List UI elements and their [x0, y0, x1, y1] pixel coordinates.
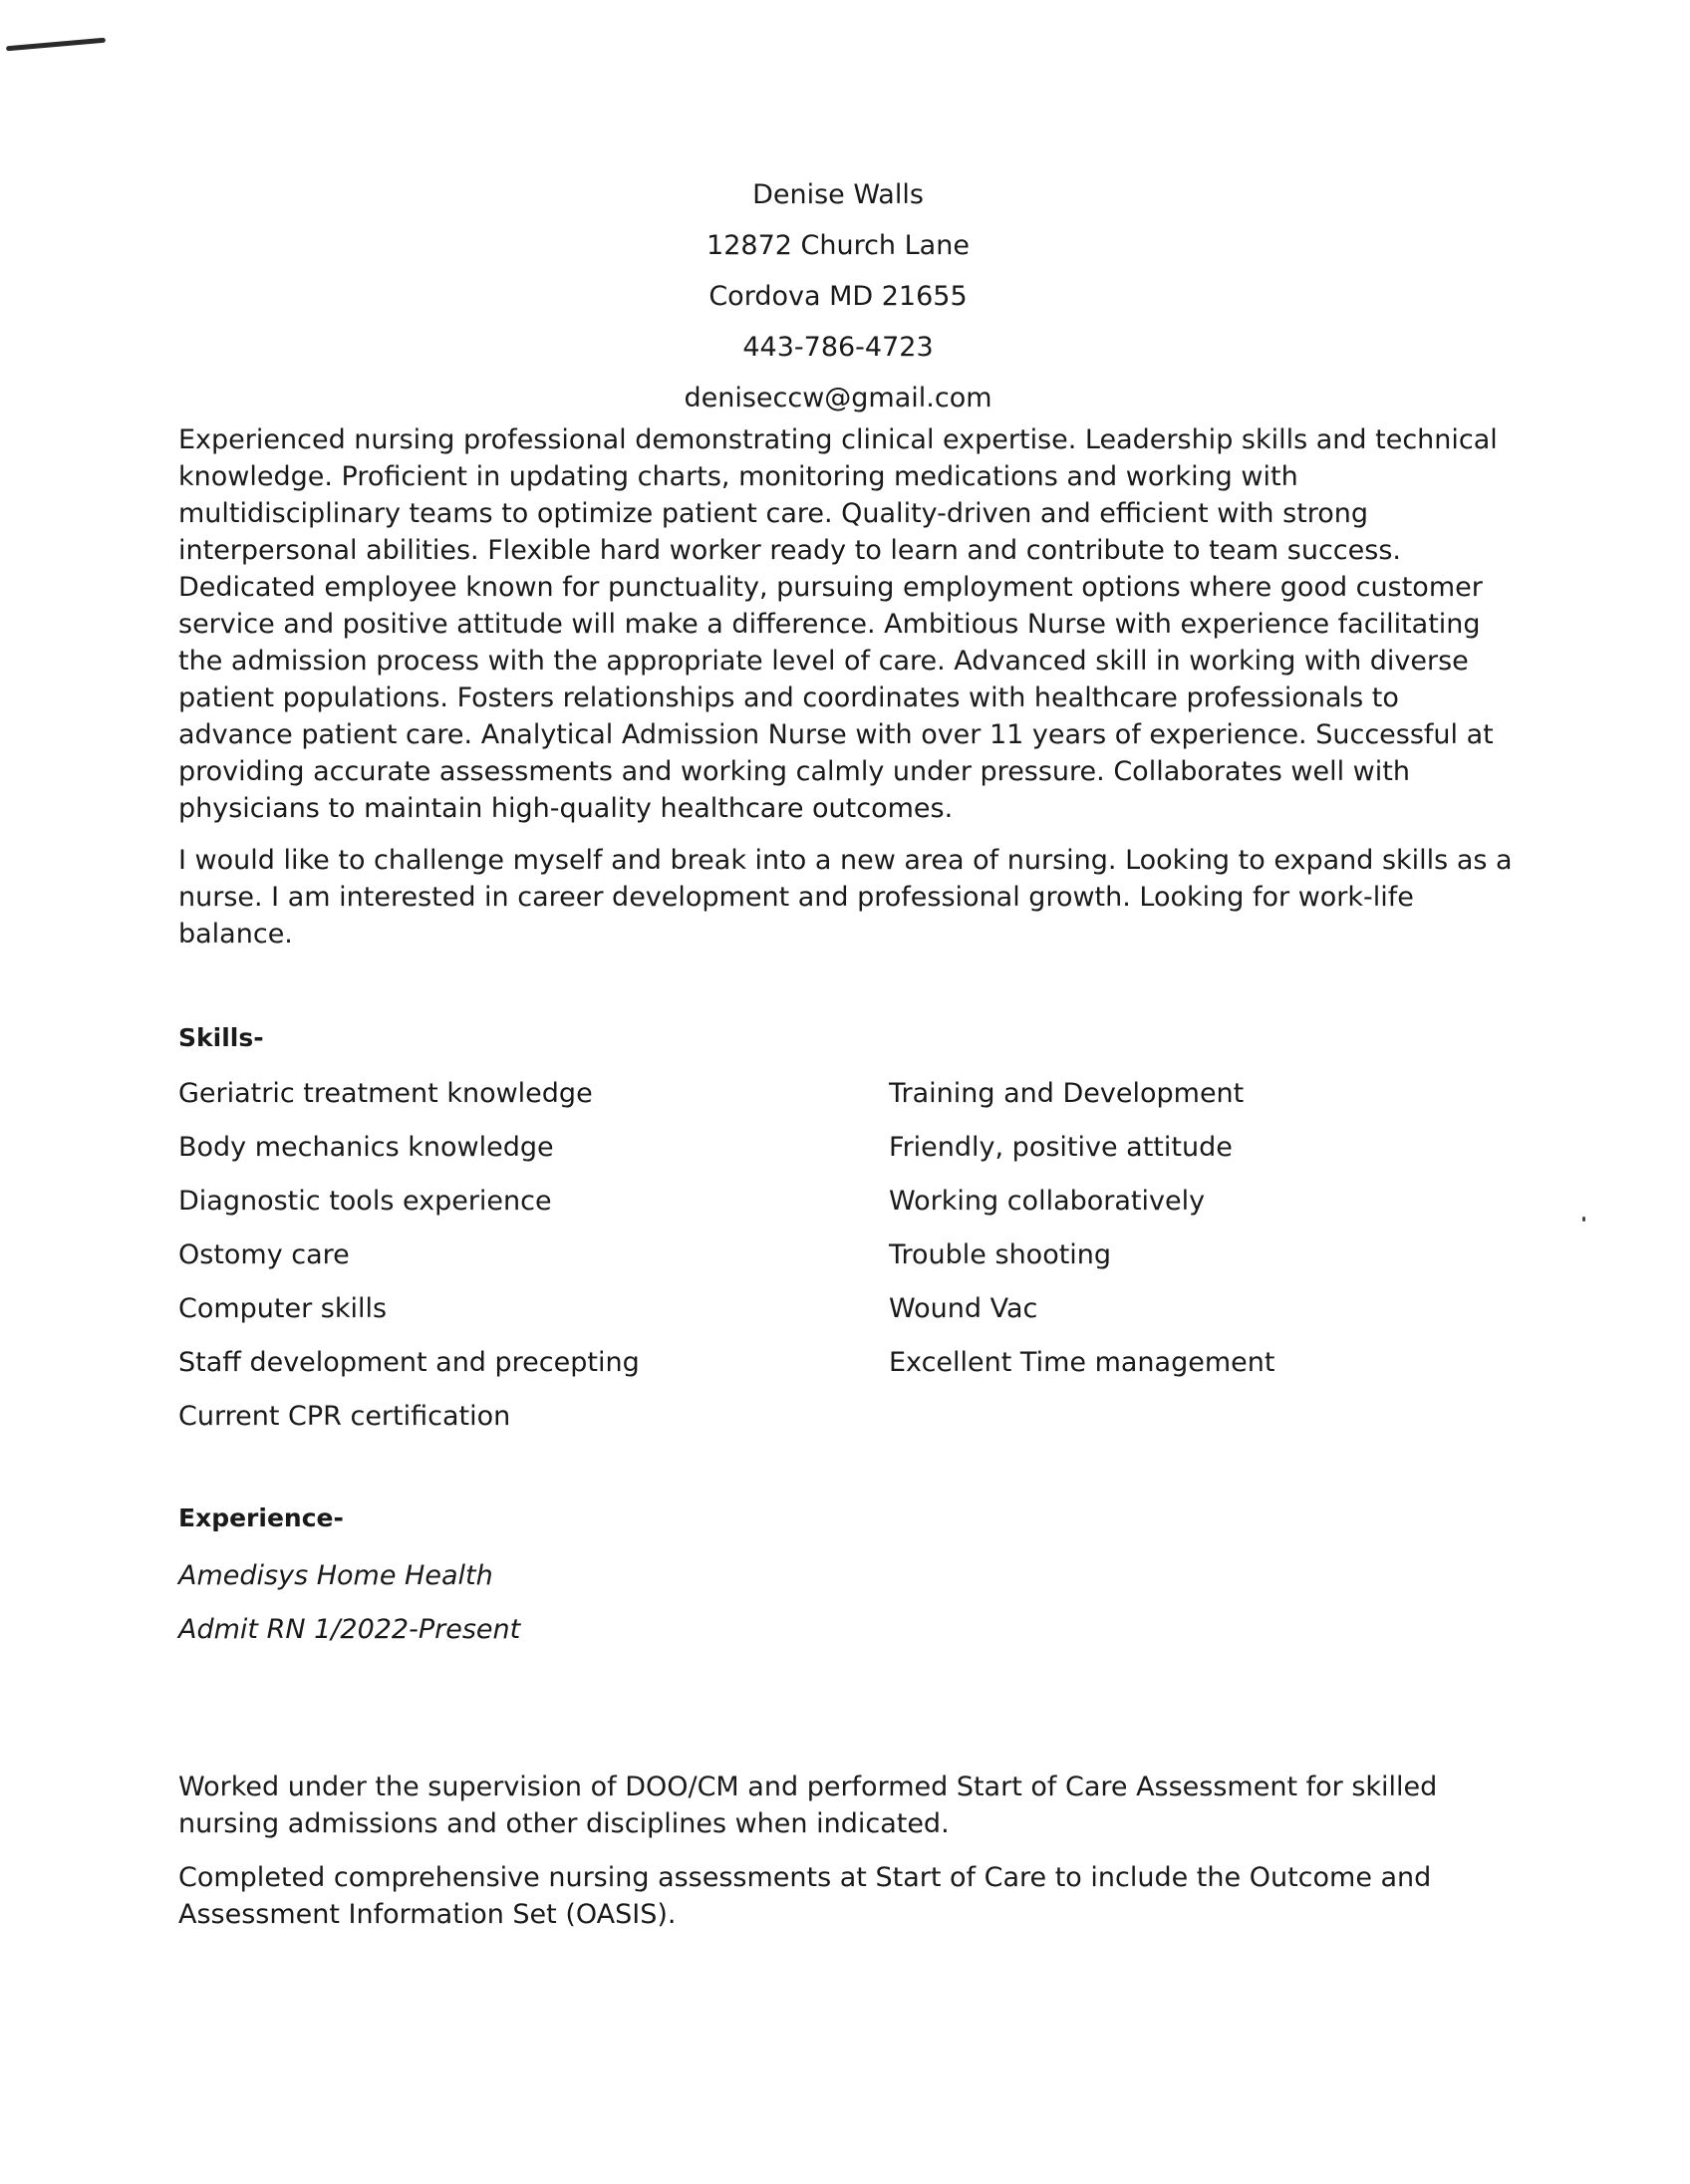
duty-paragraph: Completed comprehensive nursing assessments at Start of Care to include the Outcome and Assessment Information Set (OASIS).: [178, 1862, 1432, 1930]
skills-column-right: [889, 1067, 1527, 1390]
skill-item: Current CPR certification: [178, 1401, 511, 1432]
scan-artifact-dot: [1582, 1217, 1585, 1222]
skill-item: Training and Development: [889, 1078, 1245, 1109]
contact-name: Denise Walls: [752, 179, 924, 210]
contact-phone: 443-786-4723: [742, 332, 934, 363]
duty-paragraph: Worked under the supervision of DOO/CM and performed Start of Care Assessment for skilled nursing admissions and other disciplines when indicated.: [178, 1772, 1438, 1839]
skill-item: Body mechanics knowledge: [178, 1132, 554, 1163]
employer-name: Amedisys Home Health: [178, 1560, 493, 1591]
skill-item: Computer skills: [178, 1293, 388, 1324]
skill-item: Working collaboratively: [889, 1186, 1206, 1217]
contact-block: [0, 169, 1676, 423]
skill-item: Ostomy care: [178, 1239, 350, 1270]
skill-item: Trouble shooting: [889, 1239, 1112, 1270]
contact-city-state-zip: Cordova MD 21655: [708, 281, 968, 312]
skill-item: Excellent Time management: [889, 1347, 1275, 1378]
skill-item: Wound Vac: [889, 1293, 1038, 1324]
job-role: Admit RN 1/2022-Present: [178, 1614, 521, 1645]
scan-artifact-mark: [6, 38, 106, 52]
contact-street: 12872 Church Lane: [706, 230, 970, 261]
skill-item: Staff development and precepting: [178, 1347, 640, 1378]
skills-column-left: [178, 1067, 816, 1444]
skill-item: Geriatric treatment knowledge: [178, 1078, 593, 1109]
skills-heading: Skills-: [178, 1023, 264, 1052]
objective-paragraph: I would like to challenge myself and break into a new area of nursing. Looking to expand skills as a nurse. I am interested in career development and professional growth. Looking for work-life balance.: [178, 845, 1513, 950]
skill-item: Friendly, positive attitude: [889, 1132, 1233, 1163]
skill-item: Diagnostic tools experience: [178, 1186, 552, 1217]
summary-paragraph: Experienced nursing professional demonstrating clinical expertise. Leadership skills and technical knowledge. Proficient in updating charts, monitoring medications and working with multidisciplinary teams to optimize patient care. Quality-driven and efficient with strong interpersonal abilities. Flexible hard worker ready to learn and contribute to team success. Dedicated employee known for punctuality, pursuing employment options where good customer service and positive attitude will make a difference. Ambitious Nurse with experience facilitating the admission process with the appropriate level of care. Advanced skill in working with diverse patient populations. Fosters relationships and coordinates with healthcare professionals to advance patient care. Analytical Admission Nurse with over 11 years of experience. Successful at providing accurate assessments and working calmly under pressure. Collaborates well with physicians to maintain high-quality healthcare outcomes.: [178, 424, 1498, 824]
experience-heading: Experience-: [178, 1503, 344, 1532]
contact-email: deniseccw@gmail.com: [684, 383, 992, 413]
experience-entry: [178, 1549, 520, 1657]
